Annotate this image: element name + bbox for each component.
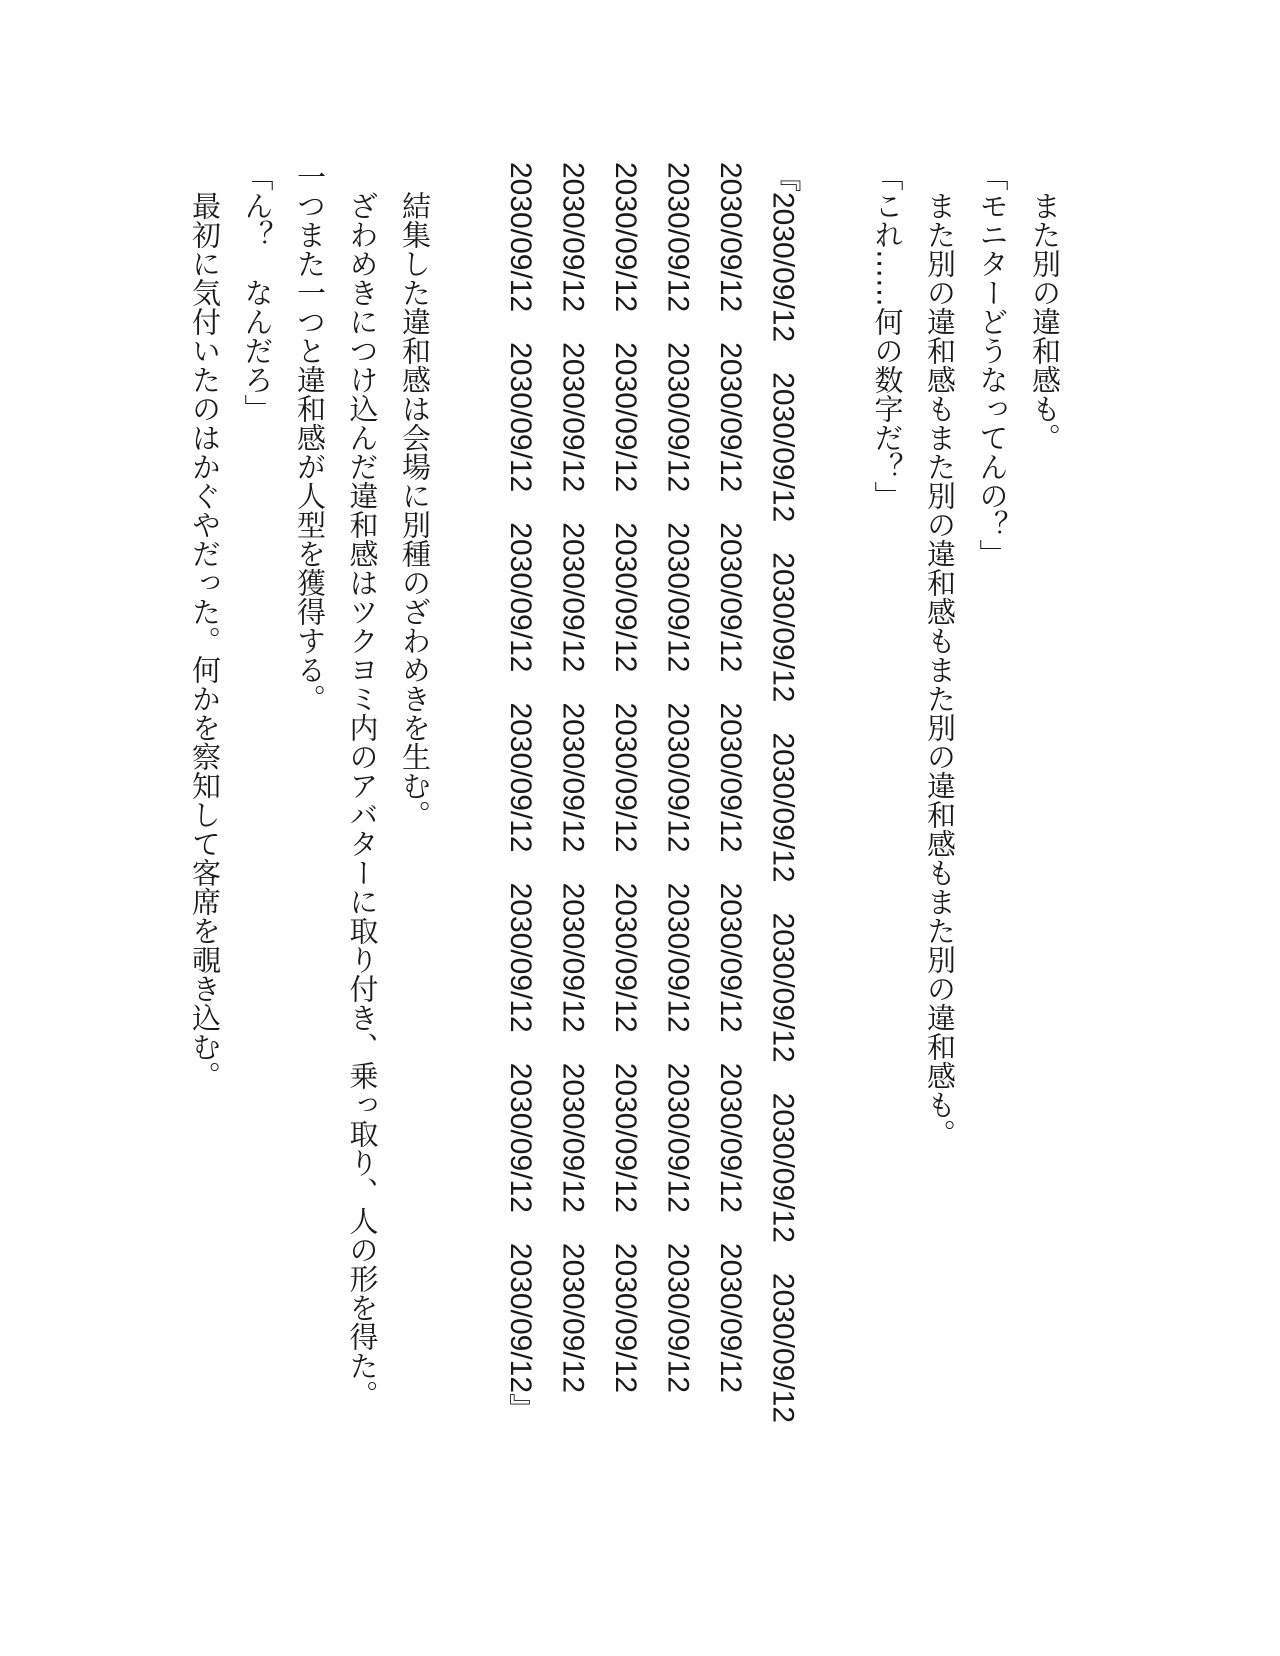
date-block-line: 2030/09/12 2030/09/12 2030/09/12 2030/09/12 2030/09/12 2030/09/12 2030/09/12 — [661, 162, 695, 1394]
paragraph: 一つまた一つと違和感が人型を獲得する。 — [293, 162, 327, 713]
date-block-line: 2030/09/12 2030/09/12 2030/09/12 2030/09/12 2030/09/12 2030/09/12 2030/09/12 — [714, 162, 747, 1394]
dialogue-line: 「ん？ なんだろ」 — [240, 162, 275, 423]
paragraph: 結集した違和感は会場に別種のざわめきを生む。 — [398, 162, 432, 829]
paragraph: また別の違和感もまた別の違和感もまた別の違和感もまた別の違和感も。 — [923, 162, 957, 1148]
paragraph: 最初に気付いたのはかぐやだった。何かを察知して客席を覗き込む。 — [188, 162, 222, 1090]
date-block-line: 2030/09/12 2030/09/12 2030/09/12 2030/09/12 2030/09/12 2030/09/12 2030/09/12 — [609, 162, 642, 1394]
date-block-line: 2030/09/12 2030/09/12 2030/09/12 2030/09/12 2030/09/12 2030/09/12 2030/09/12』 — [504, 162, 537, 1424]
date-block-line: 『2030/09/12 2030/09/12 2030/09/12 2030/09/12 2030/09/12 2030/09/12 2030/09/12 — [766, 162, 800, 1424]
dialogue-line: 「これ……何の数字だ？」 — [870, 162, 905, 510]
paragraph: また別の違和感も。 — [1028, 162, 1062, 452]
date-block-line: 2030/09/12 2030/09/12 2030/09/12 2030/09/12 2030/09/12 2030/09/12 2030/09/12 — [556, 162, 590, 1394]
vertical-text-body — [179, 162, 1072, 1462]
blank-line — [809, 162, 862, 1462]
dialogue-line: 「モニターどうなってんの？」 — [975, 162, 1010, 568]
paragraph: ざわめきにつけ込んだ違和感はツクヨミ内のアバターに取り付き、乗っ取り、人の形を得た。 — [345, 162, 380, 1409]
blank-line — [441, 162, 494, 1462]
